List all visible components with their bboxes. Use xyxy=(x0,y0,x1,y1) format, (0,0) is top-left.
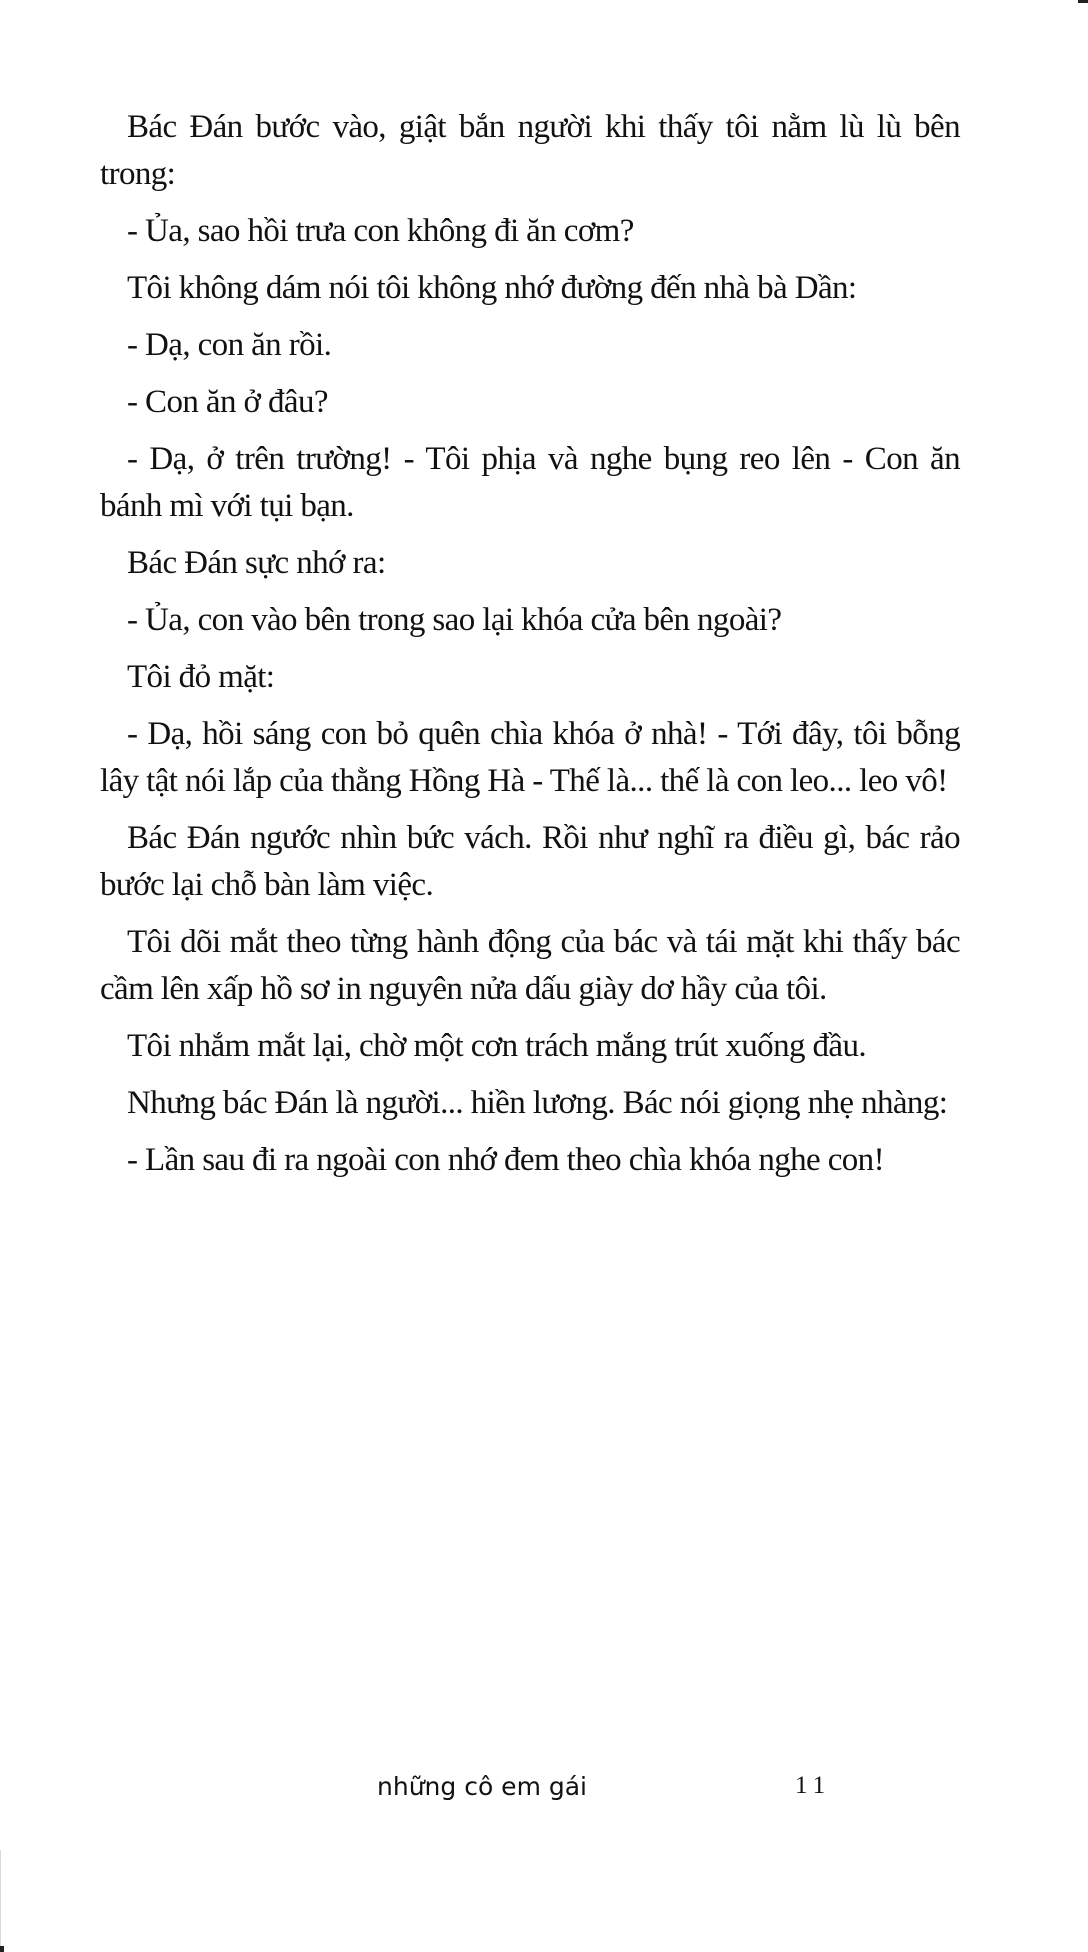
body-text xyxy=(100,104,960,1194)
dialogue-line: - Ủa, sao hồi trưa con không đi ăn cơm? xyxy=(127,213,634,249)
dialogue-line: - Dạ, ở trên trường! - Tôi phịa và nghe bụng reo lên - Con ăn bánh mì với tụi bạn. xyxy=(100,441,960,524)
paragraph: Tôi nhắm mắt lại, chờ một cơn trách mắng trút xuống đầu. xyxy=(127,1028,867,1064)
scan-edge-mark xyxy=(1078,0,1088,3)
paragraph: Bác Đán bước vào, giật bắn người khi thấy tôi nằm lù lù bên trong: xyxy=(100,109,960,192)
paragraph: Bác Đán ngước nhìn bức vách. Rồi như nghĩ ra điều gì, bác rảo bước lại chỗ bàn làm việc. xyxy=(100,820,960,903)
page-number: 11 xyxy=(795,1772,832,1799)
scan-edge-line xyxy=(0,1850,1,1952)
dialogue-line: - Dạ, hồi sáng con bỏ quên chìa khóa ở nhà! - Tới đây, tôi bỗng lây tật nói lắp của thằng Hồng Hà - Thế là... thế là con leo... leo vô! xyxy=(100,716,960,799)
dialogue-line: - Dạ, con ăn rồi. xyxy=(127,327,332,363)
scan-edge-mark xyxy=(0,1946,4,1952)
dialogue-line: - Con ăn ở đâu? xyxy=(127,384,328,420)
running-title: những cô em gái xyxy=(377,1772,587,1801)
dialogue-line: - Lần sau đi ra ngoài con nhớ đem theo chìa khóa nghe con! xyxy=(127,1142,884,1178)
page-footer xyxy=(0,1772,1088,1812)
dialogue-line: - Ủa, con vào bên trong sao lại khóa cửa bên ngoài? xyxy=(127,602,782,638)
paragraph: Tôi dõi mắt theo từng hành động của bác và tái mặt khi thấy bác cầm lên xấp hồ sơ in nguyên nửa dấu giày dơ hầy của tôi. xyxy=(100,924,960,1007)
paragraph: Tôi không dám nói tôi không nhớ đường đến nhà bà Dần: xyxy=(127,270,857,306)
paragraph: Bác Đán sực nhớ ra: xyxy=(127,545,386,581)
paragraph: Nhưng bác Đán là người... hiền lương. Bác nói giọng nhẹ nhàng: xyxy=(127,1085,948,1121)
paragraph: Tôi đỏ mặt: xyxy=(127,659,275,695)
